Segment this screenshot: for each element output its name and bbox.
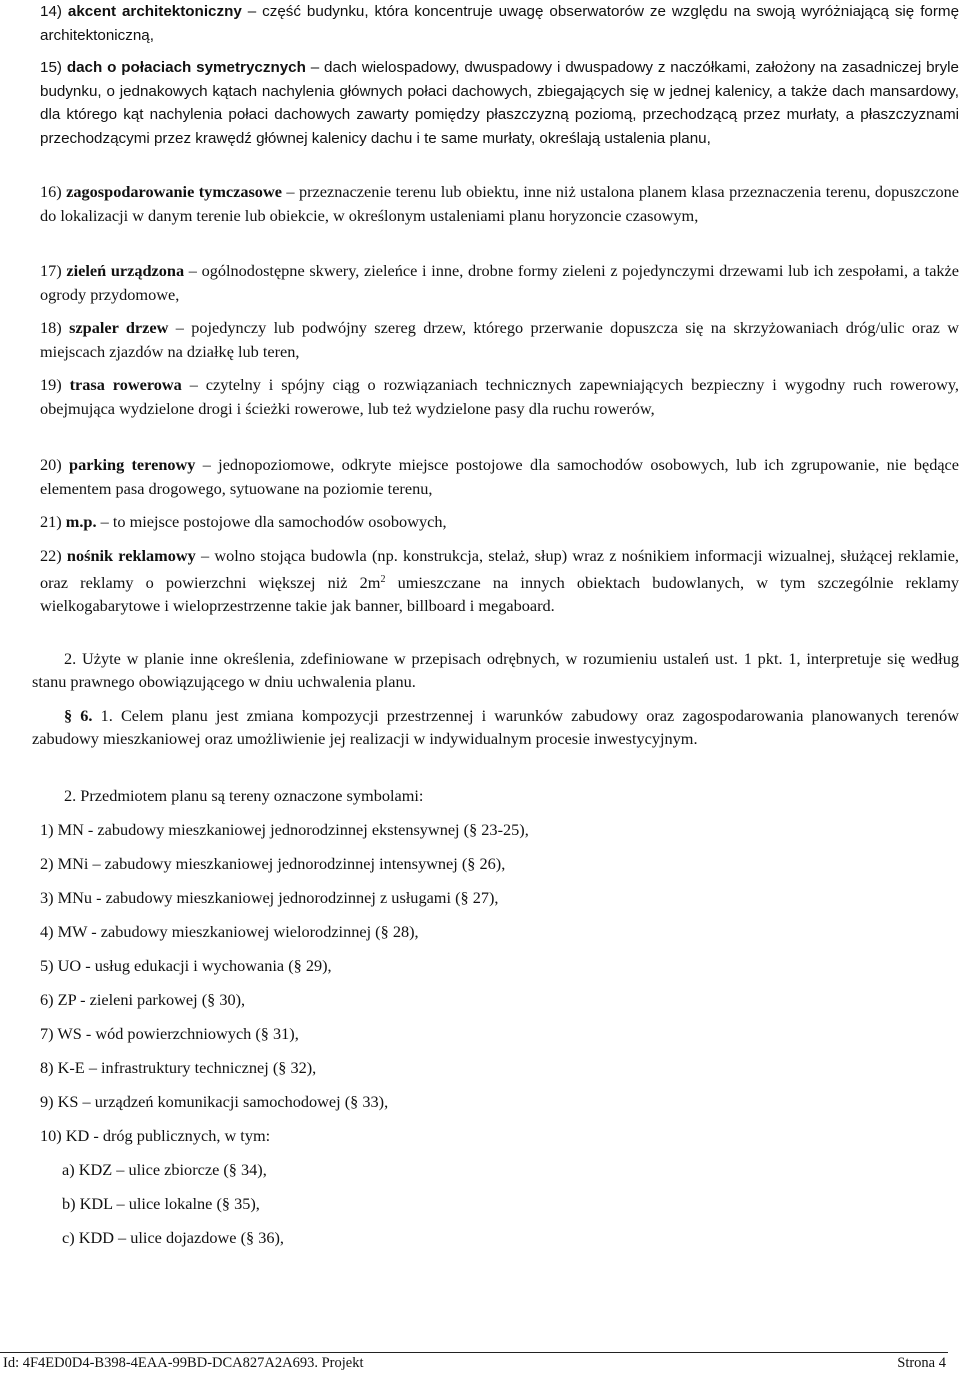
- list-item: 4) MW - zabudowy mieszkaniowej wielorodzinnej (§ 28),: [40, 922, 419, 941]
- definition-number: 22): [40, 546, 62, 565]
- definition-18: 18) szpaler drzew – pojedynczy lub podwójny szereg drzew, którego przerwanie dopuszcza się na skrzyżowaniach dróg/ulic oraz w miejscach zjazdów na działkę lub teren,: [40, 318, 960, 361]
- definition-14: 14) akcent architektoniczny – część budynku, która koncentruje uwagę obserwatorów ze względu na swoją wyróżniającą się formę architektoniczną,: [40, 3, 960, 44]
- definition-term: zagospodarowanie tymczasowe: [66, 182, 282, 201]
- definition-text: ogólnodostępne skwery, zieleńce i inne, drobne formy zieleni z pojedynczymi drzewami lub ich zespołami, a także ogrody przydomowe,: [40, 261, 960, 304]
- definition-17: 17) zieleń urządzona – ogólnodostępne skwery, zieleńce i inne, drobne formy zieleni z pojedynczymi drzewami lub ich zespołami, a także ogrody przydomowe,: [40, 261, 960, 304]
- definition-text: część budynku, która koncentruje uwagę obserwatorów ze względu na swoją wyróżniającą się formę architektoniczną,: [40, 3, 960, 44]
- definition-text: czytelny i spójny ciąg o rozwiązaniach technicznych zapewniających bezpieczny i wygodny ruch rowerowy, obejmująca wydzielone drogi i ścieżki rowerowe, lub też wydzielone pasy dla ruchu rowerów,: [40, 375, 960, 418]
- paragraph-2: 2. Użyte w planie inne określenia, zdefiniowane w przepisach odrębnych, w rozumieniu ustaleń ust. 1 pkt. 1, interpretuje się według stanu prawnego obowiązującego w dniu uchwalenia planu.: [32, 649, 959, 692]
- sub-list-item: a) KDZ – ulice zbiorcze (§ 34),: [62, 1160, 267, 1179]
- list-item: 7) WS - wód powierzchniowych (§ 31),: [40, 1024, 299, 1043]
- section-6-paragraph: [32, 704, 959, 751]
- definition-text: pojedynczy lub podwójny szereg drzew, którego przerwanie dopuszcza się na skrzyżowaniach dróg/ulic oraz w miejscach zjazdów na działkę lub teren,: [40, 318, 960, 361]
- definition-number: 21): [40, 512, 62, 531]
- definition-term: dach o połaciach symetrycznych: [66, 59, 306, 76]
- definition-term: m.p.: [65, 512, 97, 531]
- definition-text-cont: umieszczane na innych obiektach budowlanych, w tym szczególnie reklamy wielkogabarytowe i wieloprzestrzenne takie jak banner, billboard i megaboard.: [40, 572, 960, 616]
- definition-20: 20) parking terenowy – jednopoziomowe, odkryte miejsce postojowe dla samochodów osobowych, lub ich zgrupowanie, nie będące elementem pasa drogowego, sytuowane na poziomie terenu,: [40, 455, 960, 498]
- list-item: 6) ZP - zieleni parkowej (§ 30),: [40, 990, 246, 1009]
- definition-16: 16) zagospodarowanie tymczasowe – przeznaczenie terenu lub obiektu, inne niż ustalona planem klasa przeznaczenia terenu, dopuszczone do lokalizacji w danym terenie lub obiekcie, w określonym ustaleniami planu horyzoncie czasowym,: [40, 182, 959, 225]
- list-item: 2) MNi – zabudowy mieszkaniowej jednorodzinnej intensywnej (§ 26),: [40, 854, 506, 873]
- definition-term: trasa rowerowa: [69, 375, 182, 394]
- definition-number: 20): [40, 455, 62, 474]
- list-item: 1) MN - zabudowy mieszkaniowej jednorodzinnej ekstensywnej (§ 23-25),: [40, 820, 529, 839]
- footer-page-number: Strona 4: [897, 1355, 946, 1371]
- sub-list-item: c) KDD – ulice dojazdowe (§ 36),: [62, 1228, 284, 1247]
- definition-number: 17): [40, 261, 62, 280]
- definition-term: parking terenowy: [69, 455, 196, 474]
- definition-number: 19): [40, 375, 62, 394]
- sub-list-item: b) KDL – ulice lokalne (§ 35),: [62, 1194, 260, 1213]
- list-item: 3) MNu - zabudowy mieszkaniowej jednorodzinnej z usługami (§ 27),: [40, 888, 499, 907]
- definition-number: 15): [40, 59, 62, 76]
- superscript: 2: [380, 573, 386, 585]
- paragraph-6-2: 2. Przedmiotem planu są tereny oznaczone symbolami:: [64, 786, 424, 805]
- definition-term: zieleń urządzona: [66, 261, 185, 280]
- definition-number: 18): [40, 318, 62, 337]
- section-text: 1. Celem planu jest zmiana kompozycji przestrzennej i warunków zabudowy oraz zagospodarowania planowanych terenów zabudowy mieszkaniowej oraz umożliwienie jej realizacji w indywidualnym procesie inwestycyjnym.: [32, 706, 959, 749]
- list-item: 5) UO - usług edukacji i wychowania (§ 29),: [40, 956, 332, 975]
- definition-21: 21) m.p. – to miejsce postojowe dla samochodów osobowych,: [40, 512, 447, 531]
- footer-divider: [0, 1352, 948, 1353]
- list-item: 10) KD - dróg publicznych, w tym:: [40, 1126, 271, 1145]
- definition-text: to miejsce postojowe dla samochodów osobowych,: [112, 512, 447, 531]
- definition-text: jednopoziomowe, odkryte miejsce postojowe dla samochodów osobowych, lub ich zgrupowanie, nie będące elementem pasa drogowego, sytuowane na poziomie terenu,: [40, 455, 960, 498]
- definition-22: 22) nośnik reklamowy – wolno stojąca budowla (np. konstrukcja, stelaż, słup) wraz z nośnikiem informacji wizualnej, służącej reklamie, oraz reklamy o powierzchni większej niż $2m^2$ umieszczane na innych obiektach budowlanych, w tym szczególnie reklamy wielkogabarytowe i wieloprzestrzenne takie jak banner, billboard i megaboard.: [40, 546, 960, 616]
- definition-term: szpaler drzew: [69, 318, 169, 337]
- list-item: 8) K-E – infrastruktury technicznej (§ 32),: [40, 1058, 317, 1077]
- footer-document-id: Id: 4F4ED0D4-B398-4EAA-99BD-DCA827A2A693. Projekt: [3, 1355, 364, 1371]
- list-item: 9) KS – urządzeń komunikacji samochodowej (§ 33),: [40, 1092, 389, 1111]
- definition-text: przeznaczenie terenu lub obiektu, inne niż ustalona planem klasa przeznaczenia terenu, dopuszczone do lokalizacji w danym terenie lub obiekcie, w określonym ustaleniami planu horyzoncie czasowym,: [40, 182, 959, 225]
- section-label: § 6.: [64, 706, 93, 725]
- definition-text: dach wielospadowy, dwuspadowy i dwuspadowy z naczółkami, założony na zasadniczej bryle budynku, o jednakowych kątach nachylenia głównych połaci dachowych, zbiegających się w jednej kalenicy, a także dach mansardowy, dla którego kąt nachylenia połaci dachowych zawarty pomiędzy płaszczyzną poziomą, przechodzącą przez murłaty, a płaszczyznami przechodzącymi przez krawędź głównej kalenicy dachu i te same murłaty, określają ustalenia planu,: [40, 59, 959, 147]
- definition-number: 14): [40, 3, 62, 20]
- definition-term: nośnik reklamowy: [66, 546, 196, 565]
- definition-15: 15) dach o połaciach symetrycznych – dach wielospadowy, dwuspadowy i dwuspadowy z naczółkami, założony na zasadniczej bryle budynku, o jednakowych kątach nachylenia głównych połaci dachowych, zbiegających się w jednej kalenicy, a także dach mansardowy, dla którego kąt nachylenia połaci dachowych zawarty pomiędzy płaszczyzną poziomą, przechodzącą przez murłaty, a płaszczyznami przechodzącymi przez krawędź głównej kalenicy dachu i te same murłaty, określają ustalenia planu,: [40, 59, 959, 147]
- definition-19: 19) trasa rowerowa – czytelny i spójny ciąg o rozwiązaniach technicznych zapewniających bezpieczny i wygodny ruch rowerowy, obejmująca wydzielone drogi i ścieżki rowerowe, lub też wydzielone pasy dla ruchu rowerów,: [40, 375, 960, 418]
- definition-text: wolno stojąca budowla (np. konstrukcja, stelaż, słup) wraz z nośnikiem informacji wizualnej, służącej reklamie, oraz reklamy o powierzchni większej niż 2m: [40, 546, 959, 592]
- definition-term: akcent architektoniczny: [67, 3, 242, 20]
- definition-number: 16): [40, 182, 62, 201]
